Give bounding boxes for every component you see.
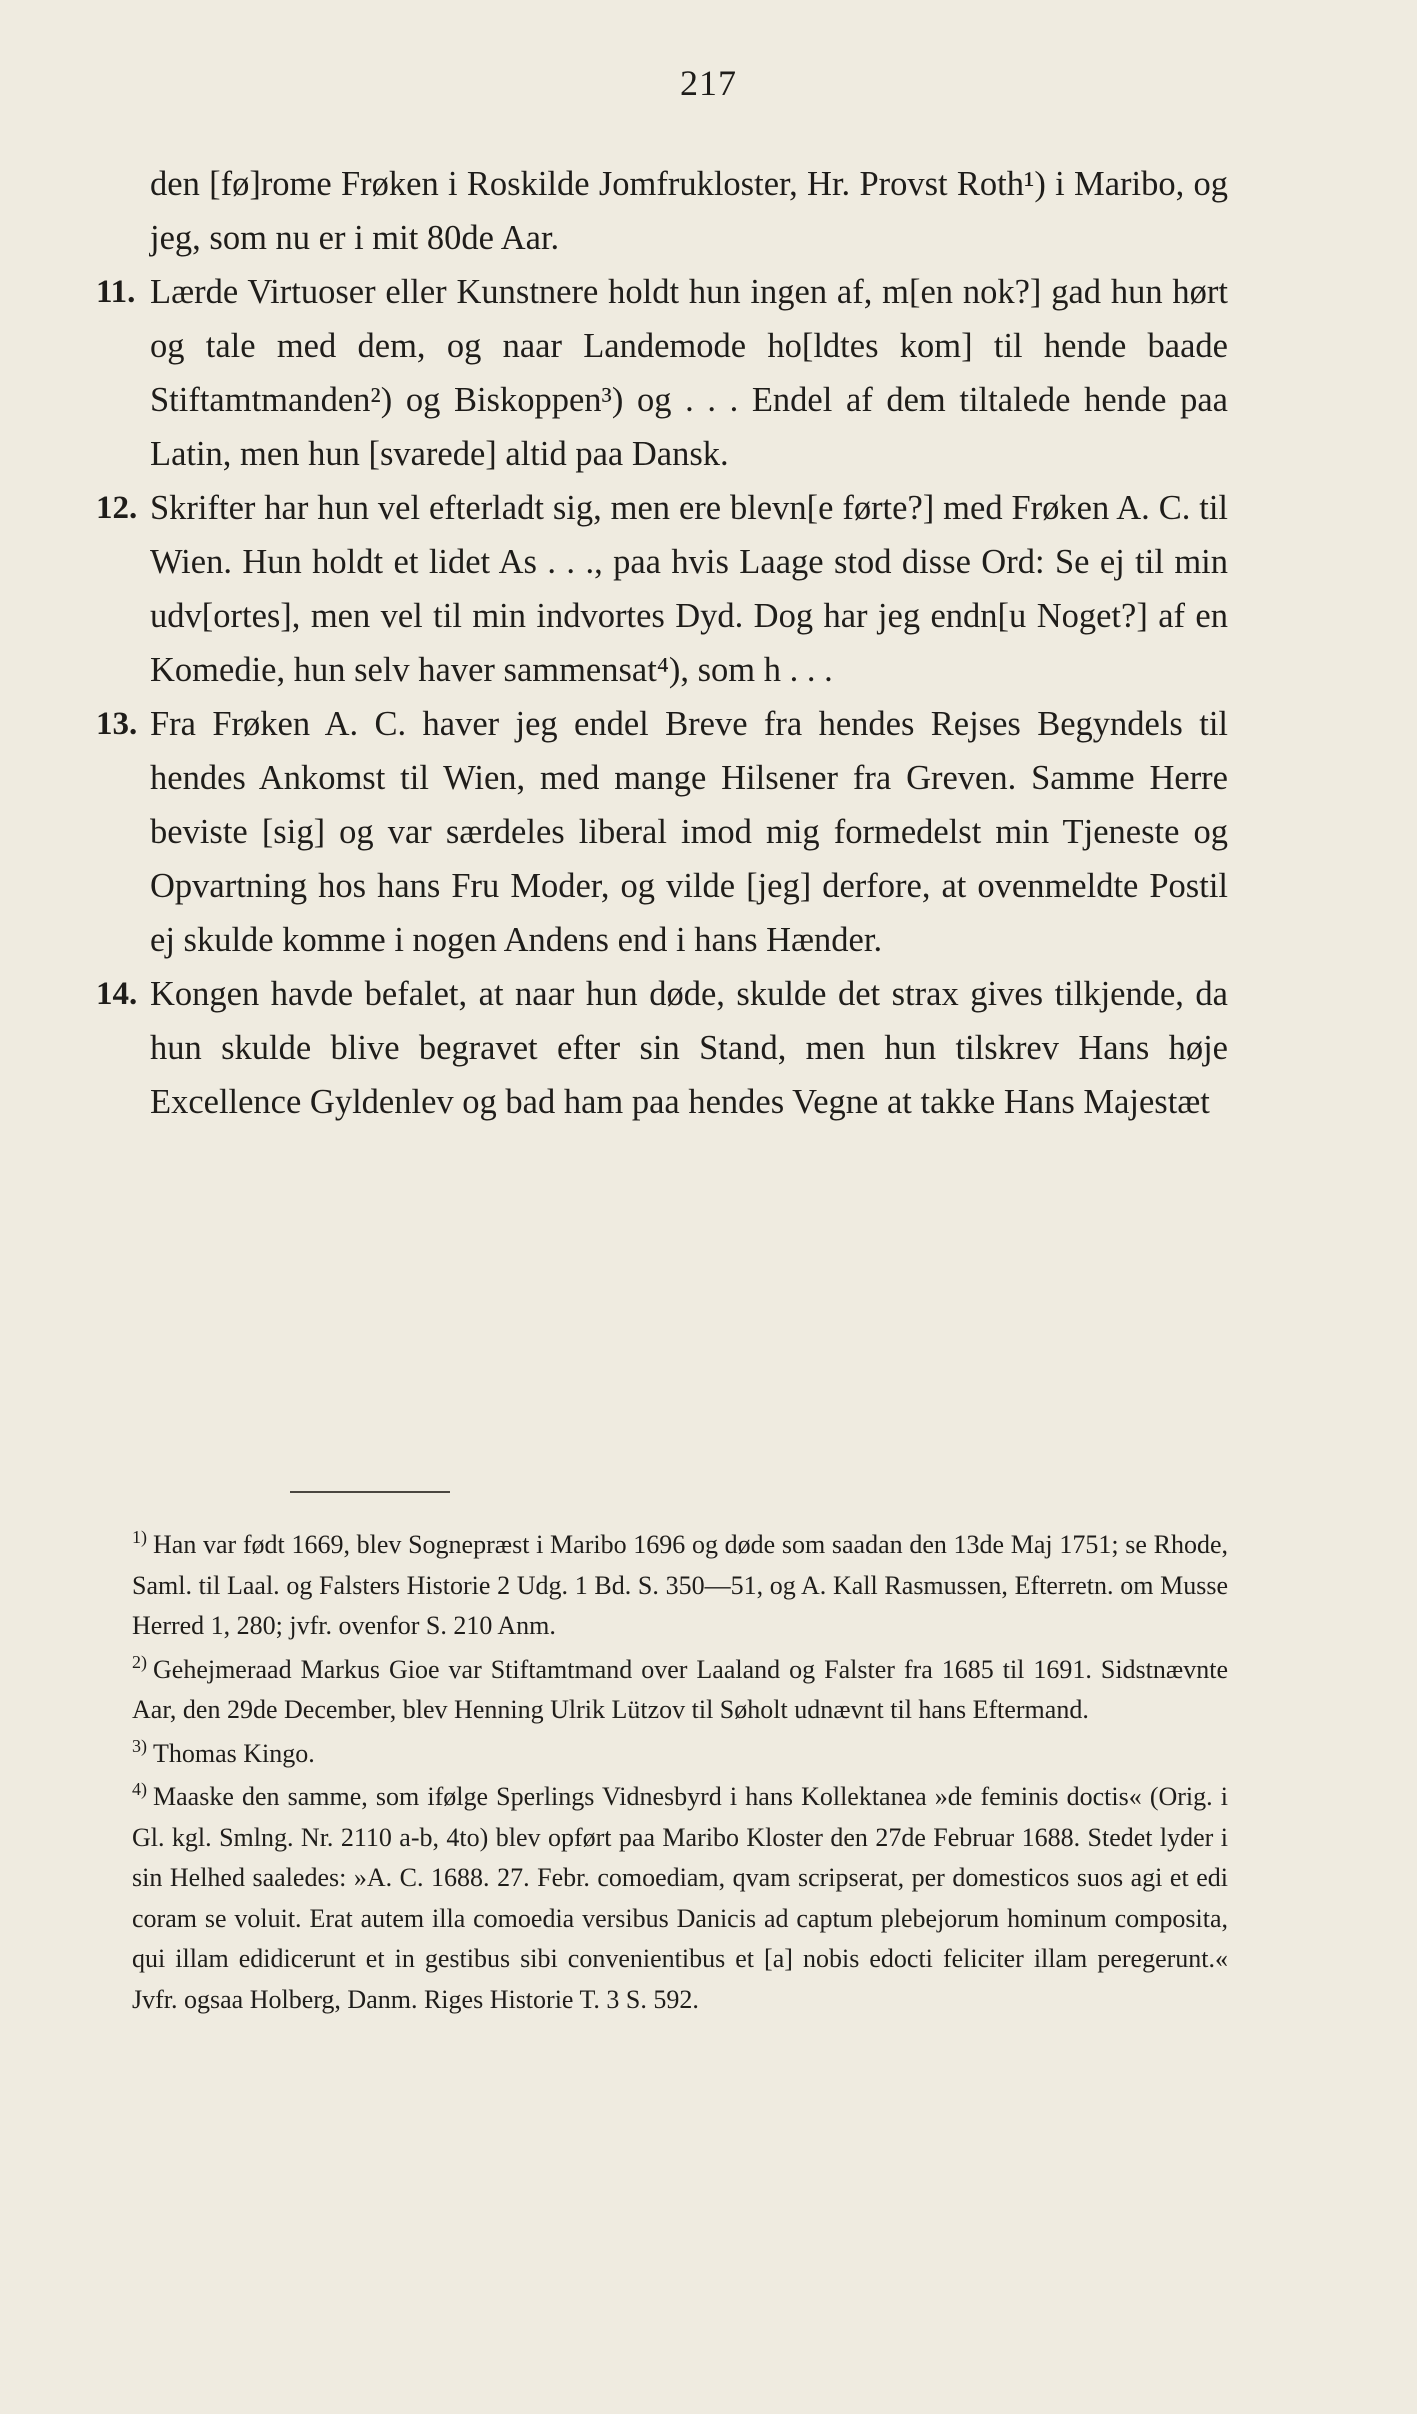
numbered-paragraph-14 (96, 967, 1228, 1129)
numbered-paragraph-11 (96, 265, 1228, 481)
footnote-mark: 2) (132, 1651, 147, 1672)
paragraph-number: 12. (96, 490, 138, 526)
numbered-paragraph-12 (96, 481, 1228, 697)
footnote-4 (132, 1777, 1228, 2020)
footnote-mark: 4) (132, 1779, 147, 1800)
paragraph-number: 14. (96, 976, 138, 1012)
paragraph-number: 11. (96, 274, 136, 310)
footnote-text: Gehejmeraad Markus Gioe var Stiftamtmand over Laaland og Falster fra 1685 til 1691. Sidstnævnte Aar, den 29de December, blev Henning Ulrik Lützov til Søholt udnævnt til hans Eftermand. (132, 1654, 1228, 1724)
continuation-paragraph: den [fø]rome Frøken i Roskilde Jomfrukloster, Hr. Provst Roth¹) i Maribo, og jeg, som nu er i mit 80de Aar. (150, 165, 1228, 257)
footnote-2 (132, 1650, 1228, 1731)
numbered-paragraph-13 (96, 697, 1228, 967)
paragraph-number: 13. (96, 706, 138, 742)
paragraph-text: Kongen havde befalet, at naar hun døde, skulde det strax gives tilkjende, da hun skulde blive begravet efter sin Stand, men hun tilskrev Hans høje Excellence Gyldenlev og bad ham paa hendes Vegne at takke Hans Majestæt (150, 975, 1228, 1121)
page-number: 217 (680, 63, 737, 103)
footnote-3 (132, 1734, 1228, 1775)
footnote-text: Han var født 1669, blev Sognepræst i Maribo 1696 og døde som saadan den 13de Maj 1751; se Rhode, Saml. til Laal. og Falsters Historie 2 Udg. 1 Bd. S. 350—51, og A. Kall Rasmussen, Efterretn. om Musse Herred 1, 280; jvfr. ovenfor S. 210 Anm. (132, 1530, 1228, 1640)
paragraph-text: Fra Frøken A. C. haver jeg endel Breve fra hendes Rejses Begyndels til hendes Ankomst til Wien, med mange Hilsener fra Greven. Samme Herre beviste [sig] og var særdeles liberal imod mig formedelst min Tjeneste og Opvartning hos hans Fru Moder, og vilde [jeg] derfore, at ovenmeldte Postil ej skulde komme i nogen Andens end i hans Hænder. (150, 705, 1228, 959)
footnote-text: Maaske den samme, som ifølge Sperlings Vidnesbyrd i hans Kollektanea »de feminis doctis« (Orig. i Gl. kgl. Smlng. Nr. 2110 a-b, 4to) blev opført paa Maribo Kloster den 27de Februar 1688. Stedet lyder i sin Helhed saaledes: »A. C. 1688. 27. Febr. comoediam, qvam scripserat, per domesticos suos agi et edi coram se voluit. Erat autem illa comoedia versibus Danicis ad captum plebejorum hominum composita, qui illam edidicerunt et in gestibus sibi convenientibus et [a] nobis edocti feliciter illam peregerunt.« Jvfr. ogsaa Holberg, Danm. Riges Historie T. 3 S. 592. (132, 1782, 1228, 2014)
paragraph-text: Skrifter har hun vel efterladt sig, men ere blevn[e førte?] med Frøken A. C. til Wien. Hun holdt et lidet As . . ., paa hvis Laage stod disse Ord: Se ej til min udv[ortes], men vel til min indvortes Dyd. Dog har jeg endn[u Noget?] af en Komedie, hun selv haver sammensat⁴), som h . . . (150, 489, 1228, 689)
paragraph-text: Lærde Virtuoser eller Kunstnere holdt hun ingen af, m[en nok?] gad hun hørt og tale med dem, og naar Landemode ho[ldtes kom] til hende baade Stiftamtmanden²) og Biskoppen³) og . . . Endel af dem tiltalede hende paa Latin, men hun [svarede] altid paa Dansk. (150, 273, 1228, 473)
footnote-divider (290, 1491, 450, 1493)
footnote-text: Thomas Kingo. (153, 1738, 315, 1768)
footnote-mark: 3) (132, 1735, 147, 1756)
footnote-mark: 1) (132, 1527, 147, 1548)
footnotes (132, 1525, 1228, 2023)
main-text (96, 157, 1228, 1129)
footnote-1 (132, 1525, 1228, 1647)
